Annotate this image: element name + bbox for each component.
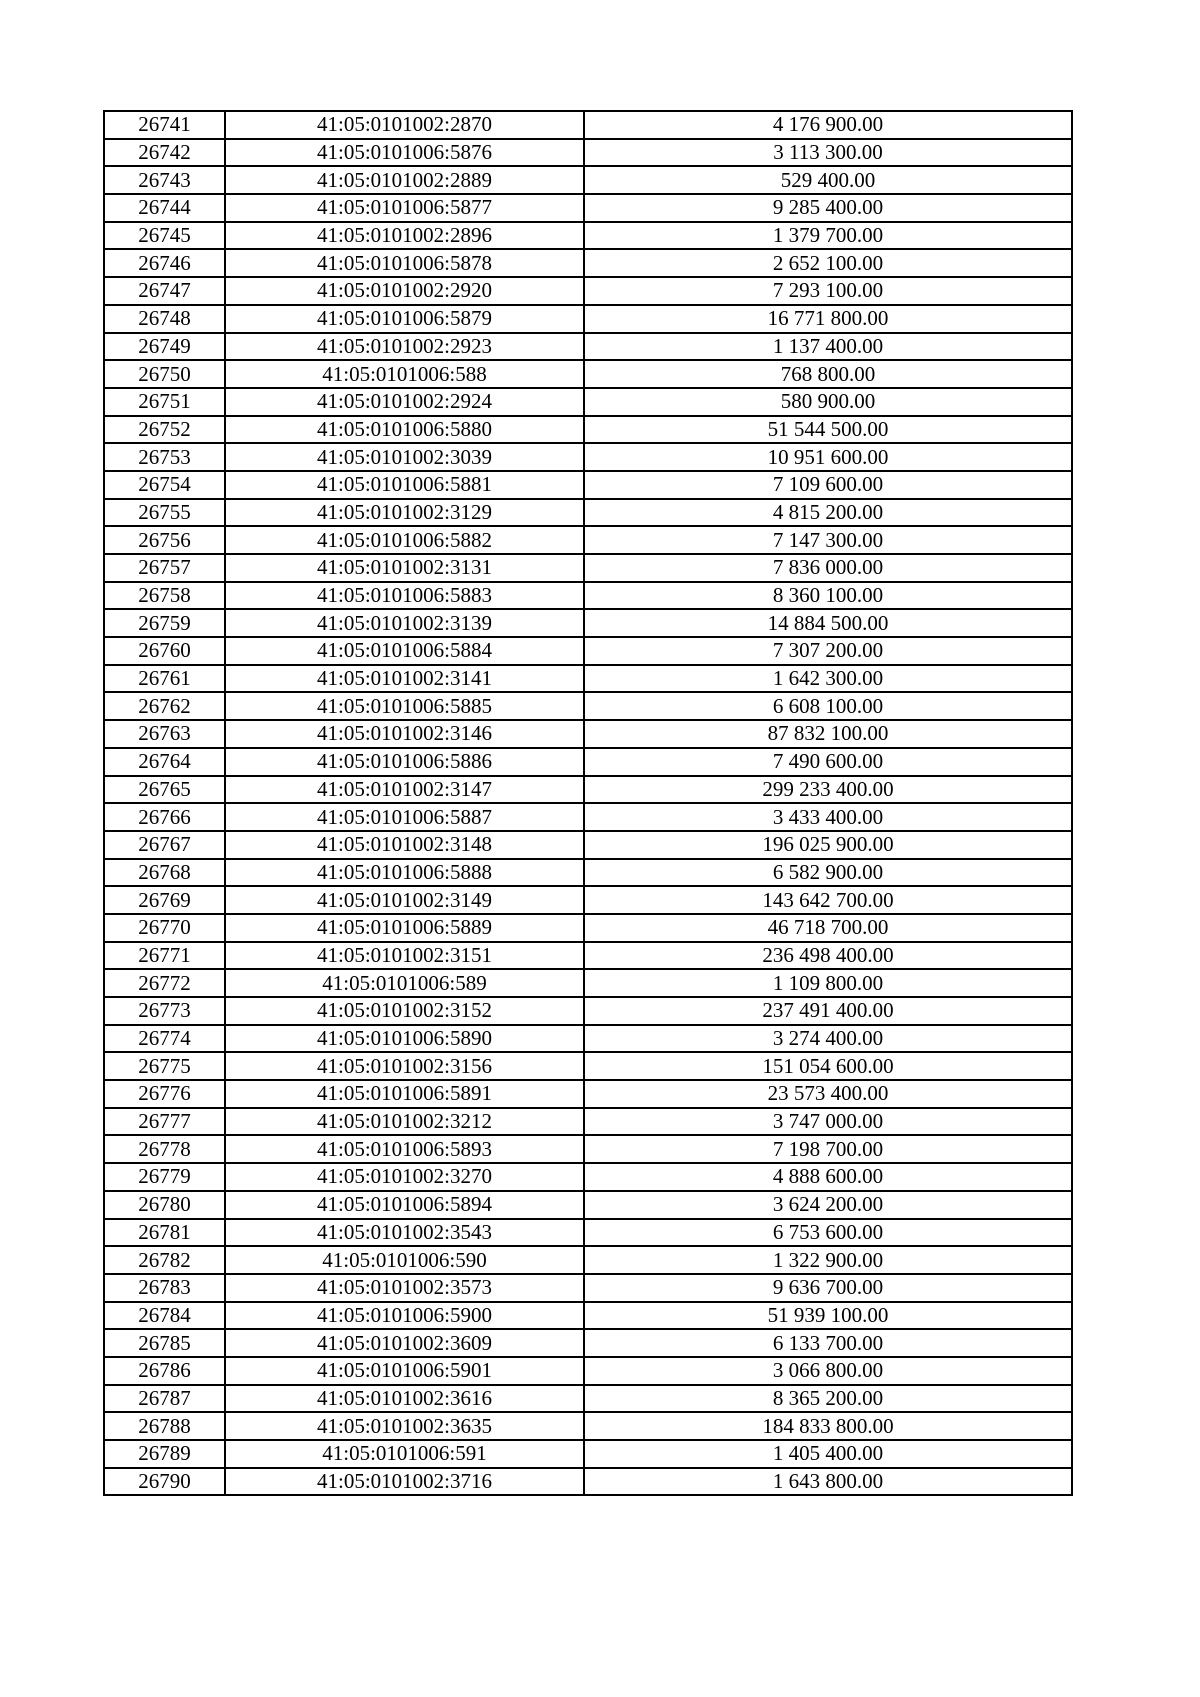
table-row: [104, 526, 1072, 554]
value-cell: 4 815 200.00: [584, 499, 1072, 527]
row-number-cell: 26788: [104, 1412, 225, 1440]
cadastral-number-cell: 41:05:0101006:5894: [225, 1191, 584, 1219]
row-number-cell: 26787: [104, 1385, 225, 1413]
value-cell: 2 652 100.00: [584, 249, 1072, 277]
table-row: [104, 1080, 1072, 1108]
table-row: [104, 1412, 1072, 1440]
row-number-cell: 26789: [104, 1440, 225, 1468]
row-number-cell: 26744: [104, 194, 225, 222]
row-number-cell: 26777: [104, 1108, 225, 1136]
cadastral-number-cell: 41:05:0101006:590: [225, 1246, 584, 1274]
table-row: [104, 803, 1072, 831]
value-cell: 580 900.00: [584, 388, 1072, 416]
table-row: [104, 831, 1072, 859]
cadastral-number-cell: 41:05:0101002:3151: [225, 942, 584, 970]
value-cell: 1 379 700.00: [584, 222, 1072, 250]
cadastral-number-cell: 41:05:0101006:591: [225, 1440, 584, 1468]
table-row: [104, 1440, 1072, 1468]
table-row: [104, 942, 1072, 970]
row-number-cell: 26767: [104, 831, 225, 859]
table-row: [104, 277, 1072, 305]
cadastral-number-cell: 41:05:0101006:5883: [225, 582, 584, 610]
row-number-cell: 26742: [104, 139, 225, 167]
table-row: [104, 1052, 1072, 1080]
cadastral-value-table: [103, 110, 1073, 1496]
table-row: [104, 1219, 1072, 1247]
table-row: [104, 1468, 1072, 1496]
value-cell: 10 951 600.00: [584, 443, 1072, 471]
table-row: [104, 1108, 1072, 1136]
row-number-cell: 26758: [104, 582, 225, 610]
cadastral-number-cell: 41:05:0101002:3156: [225, 1052, 584, 1080]
table-row: [104, 637, 1072, 665]
table-body: [104, 111, 1072, 1495]
row-number-cell: 26761: [104, 665, 225, 693]
cadastral-number-cell: 41:05:0101002:3616: [225, 1385, 584, 1413]
value-cell: 7 490 600.00: [584, 748, 1072, 776]
value-cell: 143 642 700.00: [584, 886, 1072, 914]
value-cell: 7 198 700.00: [584, 1135, 1072, 1163]
value-cell: 299 233 400.00: [584, 776, 1072, 804]
cadastral-number-cell: 41:05:0101002:3129: [225, 499, 584, 527]
table-row: [104, 1025, 1072, 1053]
table-row: [104, 1274, 1072, 1302]
cadastral-number-cell: 41:05:0101006:5881: [225, 471, 584, 499]
cadastral-number-cell: 41:05:0101002:2889: [225, 166, 584, 194]
row-number-cell: 26784: [104, 1302, 225, 1330]
value-cell: 8 365 200.00: [584, 1385, 1072, 1413]
table-row: [104, 1385, 1072, 1413]
cadastral-number-cell: 41:05:0101002:3139: [225, 609, 584, 637]
cadastral-number-cell: 41:05:0101002:2920: [225, 277, 584, 305]
row-number-cell: 26741: [104, 111, 225, 139]
cadastral-number-cell: 41:05:0101006:5889: [225, 914, 584, 942]
cadastral-number-cell: 41:05:0101006:589: [225, 969, 584, 997]
row-number-cell: 26749: [104, 333, 225, 361]
table-row: [104, 748, 1072, 776]
value-cell: 16 771 800.00: [584, 305, 1072, 333]
cadastral-number-cell: 41:05:0101002:3148: [225, 831, 584, 859]
value-cell: 196 025 900.00: [584, 831, 1072, 859]
table-row: [104, 1135, 1072, 1163]
table-row: [104, 665, 1072, 693]
value-cell: 87 832 100.00: [584, 720, 1072, 748]
value-cell: 3 274 400.00: [584, 1025, 1072, 1053]
table-row: [104, 222, 1072, 250]
value-cell: 7 147 300.00: [584, 526, 1072, 554]
table-row: [104, 1246, 1072, 1274]
cadastral-number-cell: 41:05:0101002:3141: [225, 665, 584, 693]
row-number-cell: 26775: [104, 1052, 225, 1080]
row-number-cell: 26748: [104, 305, 225, 333]
table-row: [104, 776, 1072, 804]
value-cell: 7 307 200.00: [584, 637, 1072, 665]
row-number-cell: 26770: [104, 914, 225, 942]
cadastral-number-cell: 41:05:0101006:5891: [225, 1080, 584, 1108]
table-row: [104, 582, 1072, 610]
value-cell: 7 109 600.00: [584, 471, 1072, 499]
cadastral-number-cell: 41:05:0101002:2924: [225, 388, 584, 416]
row-number-cell: 26764: [104, 748, 225, 776]
value-cell: 1 137 400.00: [584, 333, 1072, 361]
row-number-cell: 26783: [104, 1274, 225, 1302]
value-cell: 14 884 500.00: [584, 609, 1072, 637]
value-cell: 46 718 700.00: [584, 914, 1072, 942]
value-cell: 1 322 900.00: [584, 1246, 1072, 1274]
row-number-cell: 26790: [104, 1468, 225, 1496]
value-cell: 8 360 100.00: [584, 582, 1072, 610]
table-row: [104, 249, 1072, 277]
value-cell: 6 608 100.00: [584, 692, 1072, 720]
cadastral-number-cell: 41:05:0101002:3152: [225, 997, 584, 1025]
row-number-cell: 26785: [104, 1329, 225, 1357]
value-cell: 237 491 400.00: [584, 997, 1072, 1025]
value-cell: 3 624 200.00: [584, 1191, 1072, 1219]
row-number-cell: 26751: [104, 388, 225, 416]
row-number-cell: 26786: [104, 1357, 225, 1385]
value-cell: 151 054 600.00: [584, 1052, 1072, 1080]
table-row: [104, 305, 1072, 333]
value-cell: 768 800.00: [584, 360, 1072, 388]
row-number-cell: 26745: [104, 222, 225, 250]
row-number-cell: 26755: [104, 499, 225, 527]
cadastral-number-cell: 41:05:0101002:3149: [225, 886, 584, 914]
value-cell: 9 636 700.00: [584, 1274, 1072, 1302]
row-number-cell: 26768: [104, 859, 225, 887]
table-row: [104, 969, 1072, 997]
table-row: [104, 360, 1072, 388]
cadastral-number-cell: 41:05:0101006:5886: [225, 748, 584, 776]
table-row: [104, 859, 1072, 887]
value-cell: 529 400.00: [584, 166, 1072, 194]
table-row: [104, 499, 1072, 527]
table-row: [104, 886, 1072, 914]
cadastral-number-cell: 41:05:0101006:5880: [225, 416, 584, 444]
value-cell: 3 066 800.00: [584, 1357, 1072, 1385]
row-number-cell: 26776: [104, 1080, 225, 1108]
table-row: [104, 609, 1072, 637]
table-row: [104, 914, 1072, 942]
cadastral-number-cell: 41:05:0101002:3146: [225, 720, 584, 748]
value-cell: 1 405 400.00: [584, 1440, 1072, 1468]
cadastral-number-cell: 41:05:0101006:5890: [225, 1025, 584, 1053]
row-number-cell: 26752: [104, 416, 225, 444]
row-number-cell: 26763: [104, 720, 225, 748]
cadastral-number-cell: 41:05:0101006:5878: [225, 249, 584, 277]
value-cell: 6 582 900.00: [584, 859, 1072, 887]
cadastral-number-cell: 41:05:0101006:5901: [225, 1357, 584, 1385]
cadastral-number-cell: 41:05:0101002:2896: [225, 222, 584, 250]
row-number-cell: 26773: [104, 997, 225, 1025]
cadastral-number-cell: 41:05:0101002:3716: [225, 1468, 584, 1496]
cadastral-number-cell: 41:05:0101002:3573: [225, 1274, 584, 1302]
row-number-cell: 26760: [104, 637, 225, 665]
table-row: [104, 471, 1072, 499]
value-cell: 51 939 100.00: [584, 1302, 1072, 1330]
row-number-cell: 26766: [104, 803, 225, 831]
cadastral-number-cell: 41:05:0101002:3270: [225, 1163, 584, 1191]
row-number-cell: 26759: [104, 609, 225, 637]
row-number-cell: 26746: [104, 249, 225, 277]
cadastral-number-cell: 41:05:0101006:5884: [225, 637, 584, 665]
value-cell: 4 888 600.00: [584, 1163, 1072, 1191]
value-cell: 3 433 400.00: [584, 803, 1072, 831]
table-row: [104, 1329, 1072, 1357]
cadastral-number-cell: 41:05:0101002:3039: [225, 443, 584, 471]
cadastral-number-cell: 41:05:0101002:2870: [225, 111, 584, 139]
table-row: [104, 333, 1072, 361]
row-number-cell: 26762: [104, 692, 225, 720]
value-cell: 23 573 400.00: [584, 1080, 1072, 1108]
cadastral-number-cell: 41:05:0101002:3212: [225, 1108, 584, 1136]
table-row: [104, 997, 1072, 1025]
cadastral-number-cell: 41:05:0101006:5876: [225, 139, 584, 167]
table-row: [104, 1357, 1072, 1385]
table-row: [104, 111, 1072, 139]
cadastral-number-cell: 41:05:0101006:5885: [225, 692, 584, 720]
cadastral-number-cell: 41:05:0101006:5887: [225, 803, 584, 831]
value-cell: 4 176 900.00: [584, 111, 1072, 139]
row-number-cell: 26774: [104, 1025, 225, 1053]
row-number-cell: 26750: [104, 360, 225, 388]
cadastral-number-cell: 41:05:0101006:5879: [225, 305, 584, 333]
cadastral-number-cell: 41:05:0101006:5882: [225, 526, 584, 554]
cadastral-number-cell: 41:05:0101006:5900: [225, 1302, 584, 1330]
table-row: [104, 416, 1072, 444]
row-number-cell: 26782: [104, 1246, 225, 1274]
row-number-cell: 26756: [104, 526, 225, 554]
row-number-cell: 26779: [104, 1163, 225, 1191]
value-cell: 9 285 400.00: [584, 194, 1072, 222]
value-cell: 6 753 600.00: [584, 1219, 1072, 1247]
table-row: [104, 720, 1072, 748]
table-row: [104, 1191, 1072, 1219]
row-number-cell: 26747: [104, 277, 225, 305]
cadastral-number-cell: 41:05:0101002:3147: [225, 776, 584, 804]
value-cell: 7 836 000.00: [584, 554, 1072, 582]
row-number-cell: 26765: [104, 776, 225, 804]
cadastral-number-cell: 41:05:0101002:3131: [225, 554, 584, 582]
cadastral-number-cell: 41:05:0101006:588: [225, 360, 584, 388]
value-cell: 1 109 800.00: [584, 969, 1072, 997]
value-cell: 184 833 800.00: [584, 1412, 1072, 1440]
cadastral-number-cell: 41:05:0101002:3635: [225, 1412, 584, 1440]
table-row: [104, 692, 1072, 720]
value-cell: 1 642 300.00: [584, 665, 1072, 693]
table-row: [104, 554, 1072, 582]
row-number-cell: 26743: [104, 166, 225, 194]
cadastral-number-cell: 41:05:0101002:3609: [225, 1329, 584, 1357]
cadastral-number-cell: 41:05:0101002:3543: [225, 1219, 584, 1247]
value-cell: 1 643 800.00: [584, 1468, 1072, 1496]
row-number-cell: 26772: [104, 969, 225, 997]
cadastral-number-cell: 41:05:0101006:5877: [225, 194, 584, 222]
value-cell: 6 133 700.00: [584, 1329, 1072, 1357]
row-number-cell: 26753: [104, 443, 225, 471]
value-cell: 236 498 400.00: [584, 942, 1072, 970]
value-cell: 3 113 300.00: [584, 139, 1072, 167]
value-cell: 3 747 000.00: [584, 1108, 1072, 1136]
table-row: [104, 166, 1072, 194]
row-number-cell: 26754: [104, 471, 225, 499]
cadastral-number-cell: 41:05:0101006:5893: [225, 1135, 584, 1163]
row-number-cell: 26771: [104, 942, 225, 970]
row-number-cell: 26757: [104, 554, 225, 582]
table-row: [104, 1163, 1072, 1191]
table-row: [104, 139, 1072, 167]
row-number-cell: 26769: [104, 886, 225, 914]
table-row: [104, 1302, 1072, 1330]
value-cell: 7 293 100.00: [584, 277, 1072, 305]
table-row: [104, 443, 1072, 471]
row-number-cell: 26780: [104, 1191, 225, 1219]
table-row: [104, 388, 1072, 416]
value-cell: 51 544 500.00: [584, 416, 1072, 444]
row-number-cell: 26781: [104, 1219, 225, 1247]
cadastral-number-cell: 41:05:0101006:5888: [225, 859, 584, 887]
row-number-cell: 26778: [104, 1135, 225, 1163]
table-row: [104, 194, 1072, 222]
cadastral-number-cell: 41:05:0101002:2923: [225, 333, 584, 361]
